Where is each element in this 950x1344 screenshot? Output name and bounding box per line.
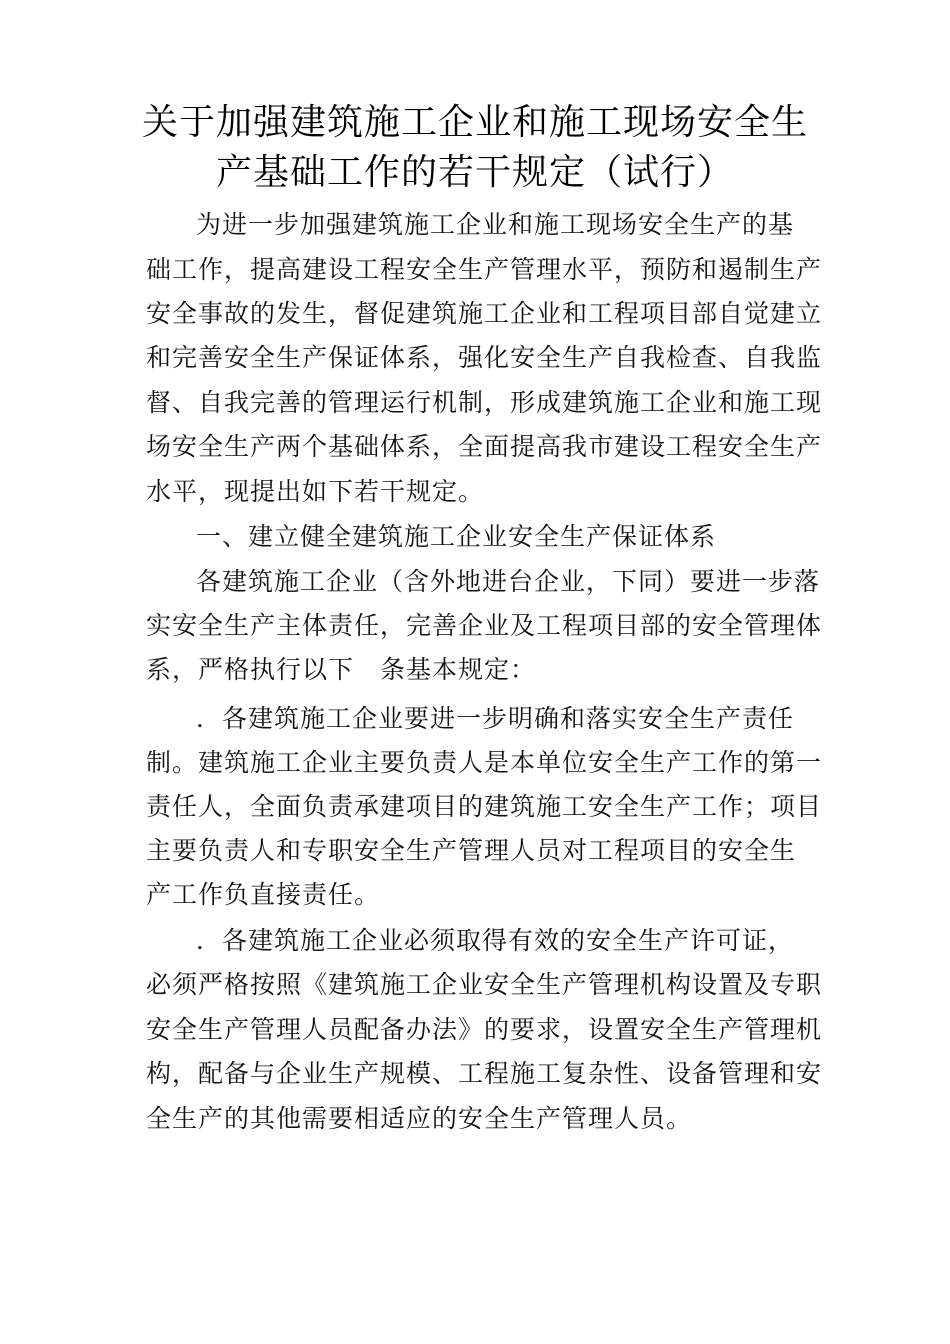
paragraph-intro-line: 水平，现提出如下若干规定。: [146, 477, 485, 506]
paragraph-intro-line: 场安全生产两个基础体系，全面提高我市建设工程安全生产: [146, 432, 823, 461]
paragraph-section-line: 实安全生产主体责任，完善企业及工程项目部的安全管理体: [146, 611, 823, 640]
paragraph-intro-line: 为进一步加强建筑施工企业和施工现场安全生产的基: [196, 210, 795, 239]
paragraph-intro-line: 和完善安全生产保证体系，强化安全生产自我检查、自我监: [146, 343, 823, 372]
paragraph-section-line: 各建筑施工企业（含外地进台企业，下同）要进一步落: [196, 567, 821, 596]
paragraph-intro-line: 督、自我完善的管理运行机制，形成建筑施工企业和施工现: [146, 388, 823, 417]
item-1-line: 责任人，全面负责承建项目的建筑施工安全生产工作；项目: [146, 792, 823, 821]
item-2-line: 全生产的其他需要相适应的安全生产管理人员。: [146, 1104, 693, 1133]
item-2-line: 构，配备与企业生产规模、工程施工复杂性、设备管理和安: [146, 1059, 823, 1088]
section-heading-1: 一、建立健全建筑施工企业安全生产保证体系: [196, 522, 717, 551]
item-2-line: ．各建筑施工企业必须取得有效的安全生产许可证，: [196, 926, 795, 955]
item-1-line: 制。建筑施工企业主要负责人是本单位安全生产工作的第一: [146, 748, 823, 777]
document-title-line-1: 关于加强建筑施工企业和施工现场安全生: [141, 102, 808, 143]
paragraph-intro-line: 础工作，提高建设工程安全生产管理水平，预防和遏制生产: [146, 255, 823, 284]
document-title-line-2: 产基础工作的若干规定（试行）: [215, 152, 734, 193]
item-2-line: 安全生产管理人员配备办法》的要求，设置安全生产管理机: [146, 1015, 823, 1044]
item-2-line: 必须严格按照《建筑施工企业安全生产管理机构设置及专职: [146, 970, 823, 999]
paragraph-intro-line: 安全事故的发生，督促建筑施工企业和工程项目部自觉建立: [146, 299, 823, 328]
item-1-line: ．各建筑施工企业要进一步明确和落实安全生产责任: [196, 704, 795, 733]
paragraph-section-line: 系，严格执行以下 条基本规定：: [146, 655, 537, 684]
item-1-line: 产工作负直接责任。: [146, 880, 381, 909]
item-1-line: 主要负责人和专职安全生产管理人员对工程项目的安全生: [146, 836, 797, 865]
